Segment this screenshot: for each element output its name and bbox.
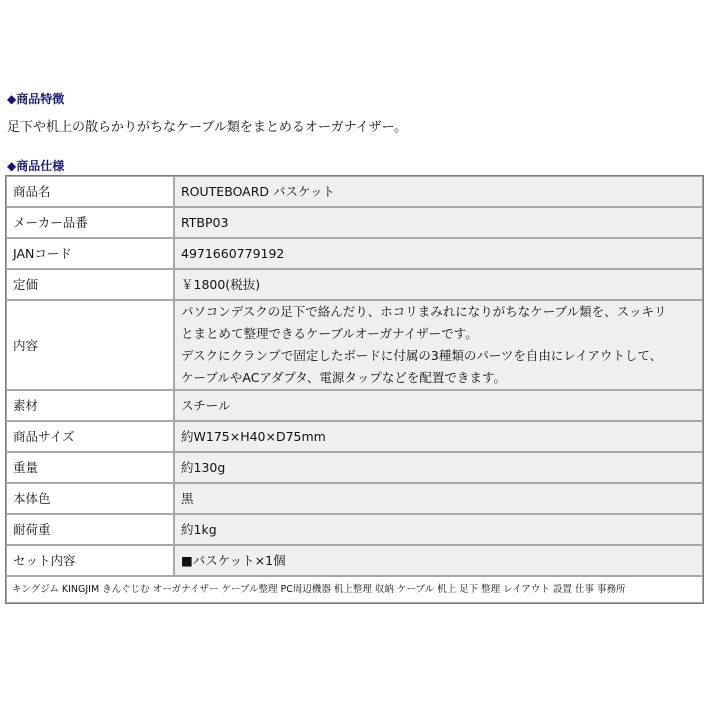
spec-value: スチール (174, 390, 703, 421)
spec-value: 4971660779192 (174, 238, 703, 269)
spec-label: 商品名 (6, 176, 174, 207)
spec-row-load-capacity (6, 514, 703, 545)
spec-row-set-contents (6, 545, 703, 576)
spec-label: 商品サイズ (6, 421, 174, 452)
spec-value: 約1kg (174, 514, 703, 545)
spec-row-color (6, 483, 703, 514)
spec-table (5, 175, 704, 604)
spec-row-jan-code (6, 238, 703, 269)
spec-row-contents (6, 300, 703, 390)
keyword-tags: キングジム KINGJIM きんぐじむ オーガナイザー ケーブル整理 PC周辺機器 机上整理 収納 ケーブル 机上 足下 整理 レイアウト 設置 仕事 事務所 (6, 576, 703, 603)
spec-value: ■バスケット×1個 (174, 545, 703, 576)
spec-value: 黒 (174, 483, 703, 514)
spec-row-size (6, 421, 703, 452)
description-line: ケーブルやACアダプタ、電源タップなどを配置できます。 (181, 370, 506, 385)
spec-label: メーカー品番 (6, 207, 174, 238)
spec-label: JANコード (6, 238, 174, 269)
spec-label: 耐荷重 (6, 514, 174, 545)
spec-label: 本体色 (6, 483, 174, 514)
spec-row-model-number (6, 207, 703, 238)
spec-label: 重量 (6, 452, 174, 483)
spec-row-weight (6, 452, 703, 483)
spec-label: セット内容 (6, 545, 174, 576)
spec-value: 約W175×H40×D75mm (174, 421, 703, 452)
spec-value: 約130g (174, 452, 703, 483)
spec-heading: ◆商品仕様 (7, 159, 65, 173)
feature-description: 足下や机上の散らかりがちなケーブル類をまとめるオーガナイザー。 (7, 120, 408, 135)
spec-label: 素材 (6, 390, 174, 421)
spec-value-description (174, 300, 703, 390)
spec-value: ￥1800(税抜) (174, 269, 703, 300)
spec-label: 内容 (6, 300, 174, 390)
spec-value: RTBP03 (174, 207, 703, 238)
spec-row-tags (6, 576, 703, 603)
description-line: デスクにクランプで固定したボードに付属の3種類のパーツを自由にレイアウトして、 (181, 348, 663, 363)
description-line: とまとめて整理できるケーブルオーガナイザーです。 (181, 326, 478, 341)
spec-label: 定価 (6, 269, 174, 300)
description-line: パソコンデスクの足下で絡んだり、ホコリまみれになりがちなケーブル類を、スッキリ (181, 304, 667, 319)
spec-row-price (6, 269, 703, 300)
feature-heading: ◆商品特徴 (7, 92, 65, 106)
spec-row-material (6, 390, 703, 421)
spec-value: ROUTEBOARD バスケット (174, 176, 703, 207)
spec-row-product-name (6, 176, 703, 207)
